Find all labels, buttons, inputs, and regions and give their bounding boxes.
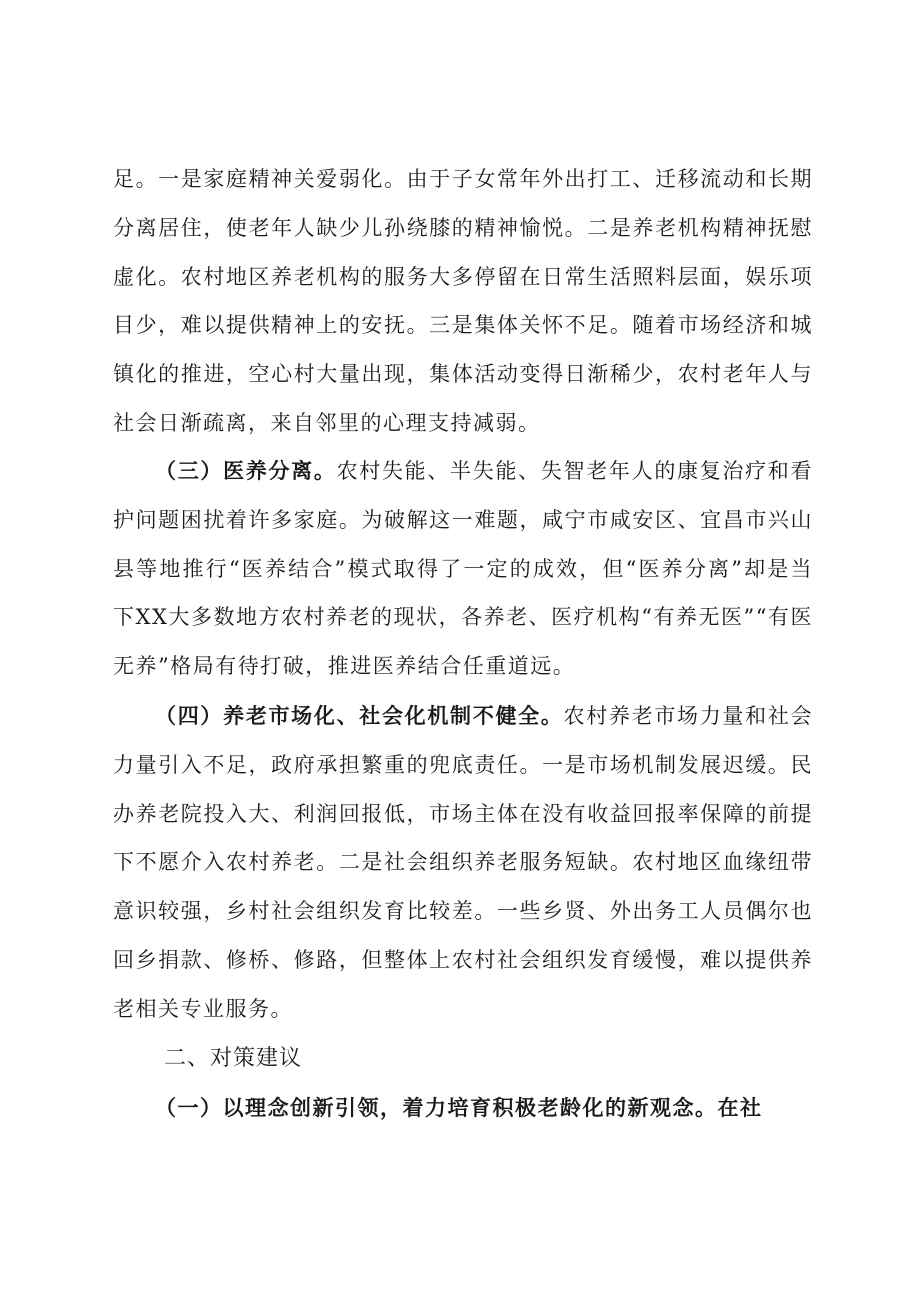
body-paragraph-market-mechanism: [113, 692, 813, 1034]
body-paragraph-concept-innovation: [113, 1084, 813, 1133]
subsection-heading-4: （四）养老市场化、社会化机制不健全。: [155, 703, 564, 728]
subsection-heading-3: （三）医养分离。: [155, 458, 337, 483]
body-paragraph-spiritual-care: [113, 155, 813, 448]
subsection-heading-1: （一）以理念创新引领，着力培育积极老龄化的新观念。: [155, 1095, 718, 1120]
paragraph-text: 农村失能、半失能、失智老年人的康复治疗和看护问题困扰着许多家庭。为破解这一难题，咸宁市咸安区、宜昌市兴山县等地推行“医养结合”模式取得了一定的成效，但“医养分离”却是当下XX大多数地方农村养老的现状，各养老、医疗机构“有养无医”“有医无养”格局有待打破，推进医养结合任重道远。: [113, 459, 814, 679]
section-heading-recommendations: 二、对策建议: [164, 1046, 303, 1071]
body-paragraph-medical-separation: [113, 447, 813, 691]
paragraph-text: 农村养老市场力量和社会力量引入不足，政府承担繁重的兜底责任。一是市场机制发展迟缓。民办养老院投入大、利润回报低，市场主体在没有收益回报率保障的前提下不愿介入农村养老。二是社会组织养老服务短缺。农村地区血缘纽带意识较强，乡村社会组织发育比较差。一些乡贤、外出务工人员偶尔也回乡捐款、修桥、修路，但整体上农村社会组织发育缓慢，难以提供养老相关专业服务。: [113, 704, 814, 1021]
paragraph-text: 在社: [717, 1095, 763, 1120]
paragraph-text: 足。一是家庭精神关爱弱化。由于子女常年外出打工、迁移流动和长期分离居住，使老年人缺少儿孙绕膝的精神愉悦。二是养老机构精神抚慰虚化。农村地区养老机构的服务大多停留在日常生活照料层面，娱乐项目少，难以提供精神上的安抚。三是集体关怀不足。随着市场经济和城镇化的推进，空心村大量出现，集体活动变得日渐稀少，农村老年人与社会日渐疏离，来自邻里的心理支持减弱。: [113, 167, 813, 435]
